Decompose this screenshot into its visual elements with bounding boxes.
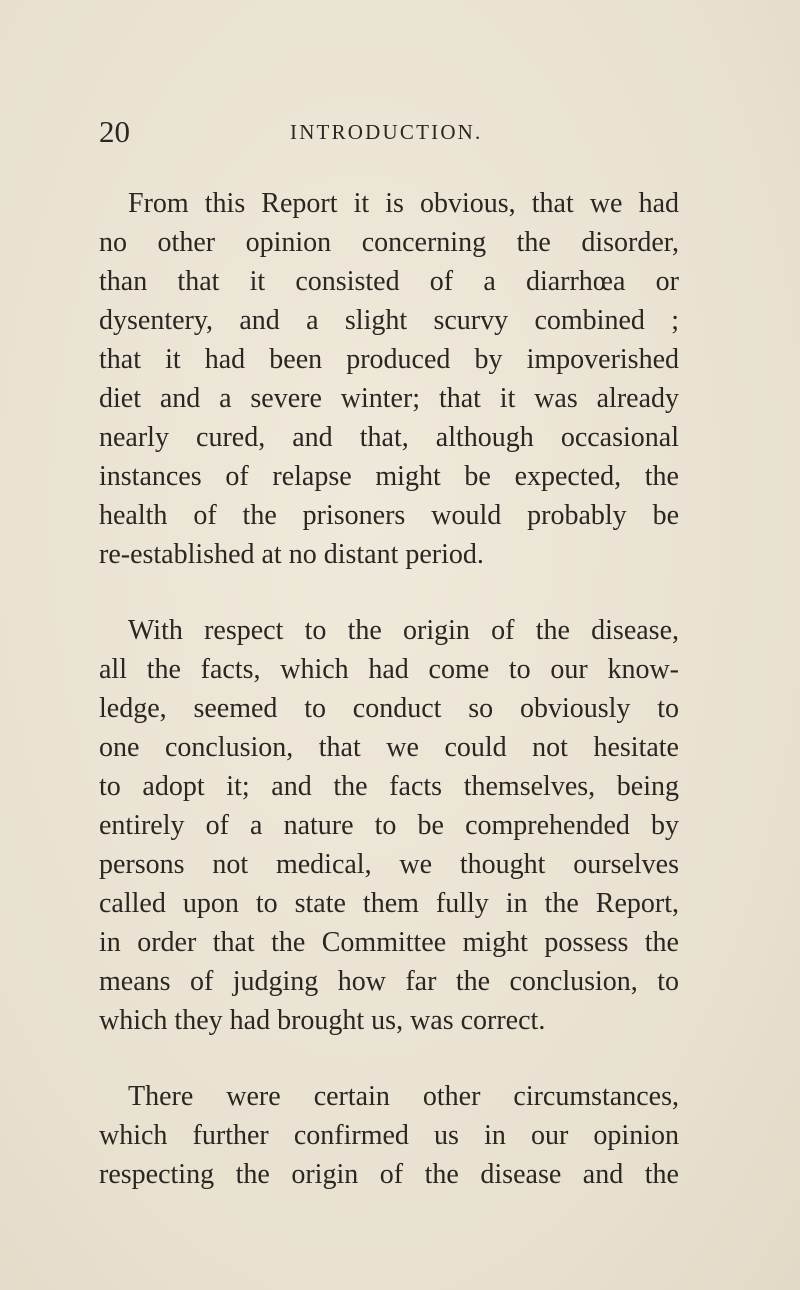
text-line: no other opinion concerning the disorder, [99, 227, 679, 258]
text-line: one conclusion, that we could not hesitate [99, 732, 679, 763]
text-line: to adopt it; and the facts themselves, being [99, 771, 679, 802]
text-line: With respect to the origin of the disease, [128, 615, 679, 646]
text-line: called upon to state them fully in the Report, [99, 888, 679, 919]
text-line: instances of relapse might be expected, the [99, 461, 679, 492]
paragraph-2 [99, 611, 679, 1040]
text-line: re-established at no distant period. [99, 539, 484, 570]
text-line: means of judging how far the conclusion, to [99, 966, 679, 997]
text-line: There were certain other circumstances, [128, 1081, 679, 1112]
text-line: ledge, seemed to conduct so obviously to [99, 693, 679, 724]
text-line: dysentery, and a slight scurvy combined ; [99, 305, 679, 336]
text-line: which further confirmed us in our opinion [99, 1120, 679, 1151]
text-line: health of the prisoners would probably be [99, 500, 679, 531]
text-line: entirely of a nature to be comprehended by [99, 810, 679, 841]
text-line: nearly cured, and that, although occasional [99, 422, 679, 453]
page-header [0, 114, 800, 154]
page-number: 20 [99, 114, 130, 149]
text-line: all the facts, which had come to our know- [99, 654, 679, 685]
text-line: diet and a severe winter; that it was already [99, 383, 679, 414]
running-head: INTRODUCTION. [290, 120, 483, 144]
paragraph-3 [99, 1077, 679, 1194]
text-line: From this Report it is obvious, that we had [128, 188, 679, 219]
paragraph-1 [99, 184, 679, 574]
text-line: which they had brought us, was correct. [99, 1005, 546, 1036]
text-line: that it had been produced by impoverished [99, 344, 679, 375]
text-line: than that it consisted of a diarrhœa or [99, 266, 679, 297]
text-line: persons not medical, we thought ourselves [99, 849, 679, 880]
text-line: in order that the Committee might possess the [99, 927, 679, 958]
text-line: respecting the origin of the disease and the [99, 1159, 679, 1190]
body-text [99, 184, 679, 1231]
